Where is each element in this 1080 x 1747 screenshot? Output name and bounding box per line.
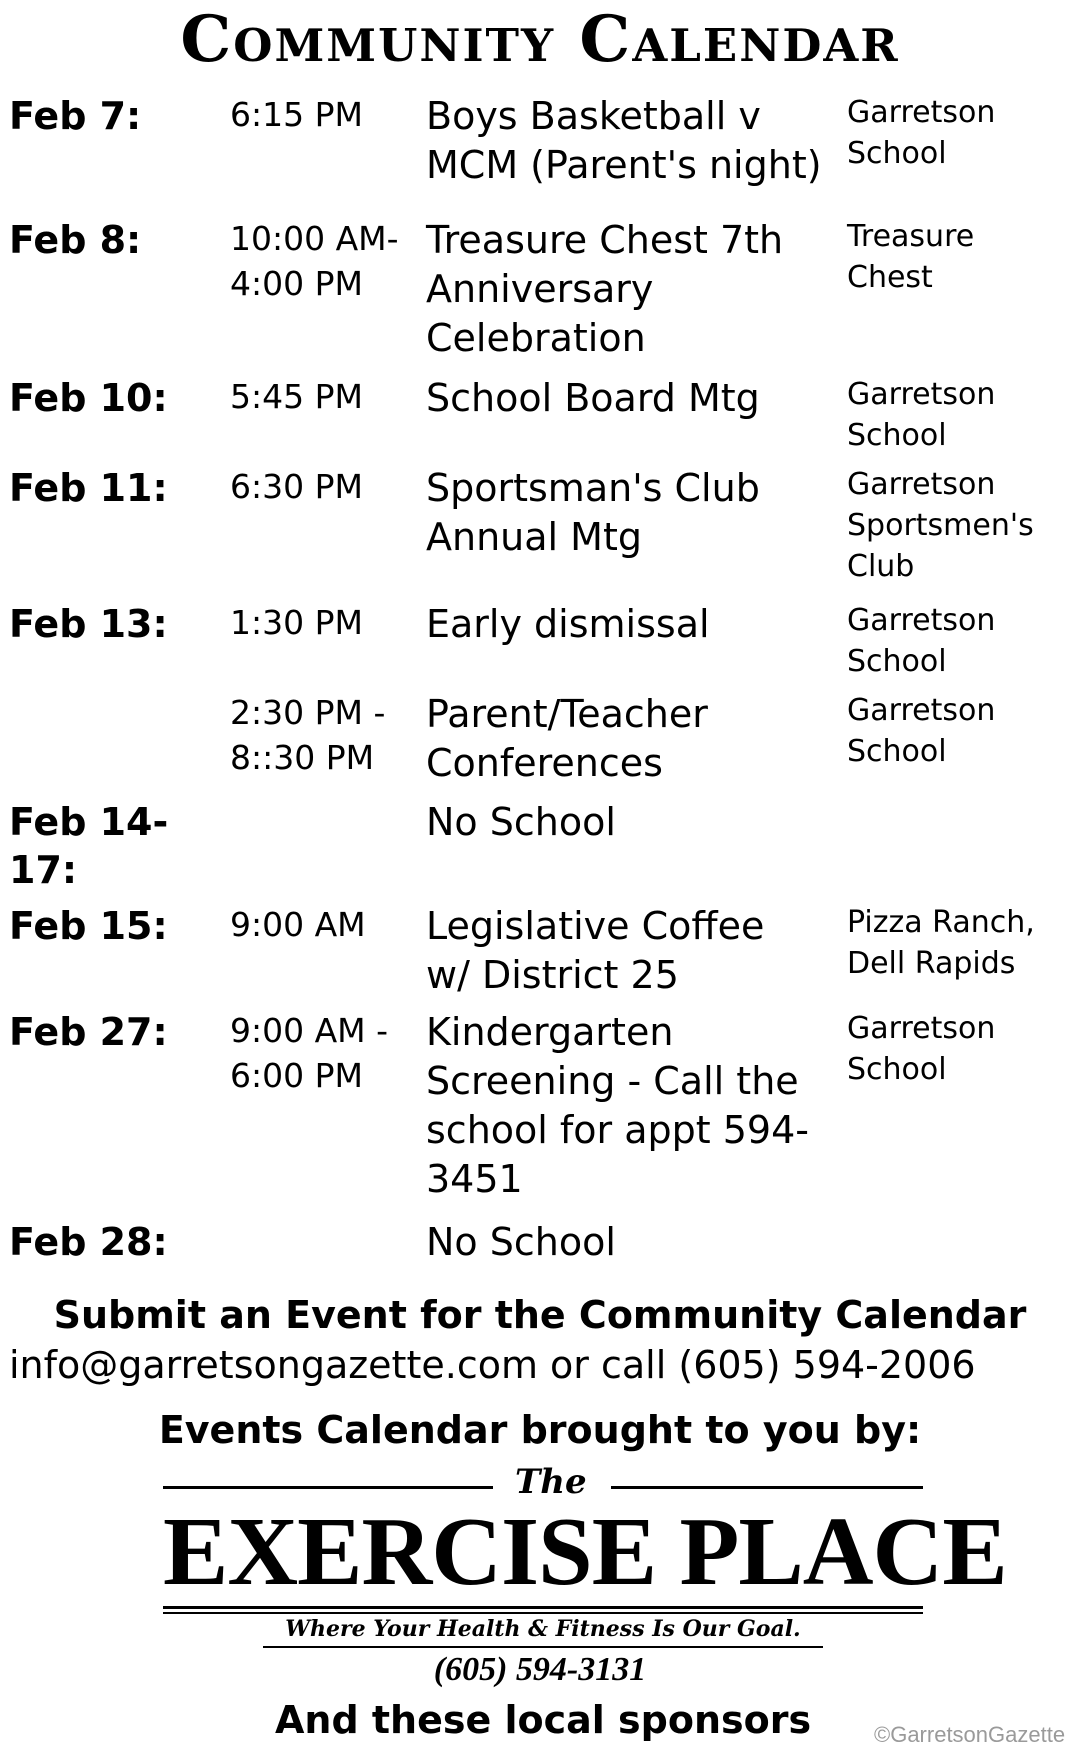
event-date: Feb 11:	[9, 466, 168, 510]
logo-rule-bottom-2	[163, 1612, 923, 1614]
event-date: Feb 8:	[9, 218, 142, 262]
event-title: No School	[426, 800, 616, 844]
event-time: 6:15 PM	[230, 95, 363, 134]
event-location: Treasure Chest	[847, 219, 975, 295]
event-time: 9:00 AM	[230, 905, 366, 944]
event-date: Feb 7:	[9, 94, 142, 138]
event-title: Treasure Chest 7th Anniversary Celebration	[426, 218, 784, 360]
sponsor-phone: (605) 594-3131	[433, 1651, 647, 1688]
exercise-place-logo	[163, 1462, 1007, 1648]
event-title: No School	[426, 1220, 616, 1264]
event-time: 10:00 AM- 4:00 PM	[230, 219, 399, 303]
event-location: Pizza Ranch, Dell Rapids	[847, 905, 1035, 981]
event-location: Garretson School	[847, 377, 996, 453]
event-time: 5:45 PM	[230, 377, 363, 416]
event-location: Garretson Sportsmen's Club	[847, 467, 1034, 584]
event-title: Sportsman's Club Annual Mtg	[426, 466, 760, 559]
local-sponsors-heading: And these local sponsors	[275, 1698, 812, 1742]
event-time: 9:00 AM - 6:00 PM	[230, 1011, 389, 1095]
event-title: Kindergarten Screening - Call the school for appt 594- 3451	[426, 1010, 809, 1201]
event-date: Feb 10:	[9, 376, 168, 420]
event-date: Feb 13:	[9, 602, 168, 646]
event-date: Feb 15:	[9, 904, 168, 948]
logo-name: EXERCISE PLACE	[163, 1498, 1007, 1606]
copyright-watermark: ©GarretsonGazette	[874, 1722, 1066, 1747]
event-date: Feb 14- 17:	[9, 800, 169, 892]
event-title: School Board Mtg	[426, 376, 760, 420]
event-title: Boys Basketball v MCM (Parent's night)	[426, 94, 822, 187]
event-time: 6:30 PM	[230, 467, 363, 506]
submit-event-contact: info@garretsongazette.com or call (605) 594-2006	[9, 1343, 976, 1387]
event-location: Garretson School	[847, 603, 996, 679]
event-location: Garretson School	[847, 1011, 996, 1087]
logo-rule-left	[163, 1486, 493, 1489]
event-time: 2:30 PM - 8::30 PM	[230, 693, 386, 777]
logo-the: The	[515, 1462, 587, 1502]
event-date: Feb 28:	[9, 1220, 168, 1264]
event-title: Legislative Coffee w/ District 25	[426, 904, 765, 997]
logo-tagline: Where Your Health & Fitness Is Our Goal.	[285, 1616, 801, 1642]
logo-rule-right	[611, 1486, 923, 1489]
event-time: 1:30 PM	[230, 603, 363, 642]
event-location: Garretson School	[847, 95, 996, 171]
submit-event-heading: Submit an Event for the Community Calendar	[53, 1293, 1027, 1337]
event-location: Garretson School	[847, 693, 996, 769]
event-title: Parent/Teacher Conferences	[426, 692, 708, 785]
logo-rule-bottom-1	[163, 1606, 923, 1609]
sponsor-heading: Events Calendar brought to you by:	[158, 1408, 922, 1452]
event-date: Feb 27:	[9, 1010, 168, 1054]
event-title: Early dismissal	[426, 602, 710, 646]
logo-rule-tagline	[263, 1646, 823, 1648]
page-title: Community Calendar	[180, 2, 900, 77]
